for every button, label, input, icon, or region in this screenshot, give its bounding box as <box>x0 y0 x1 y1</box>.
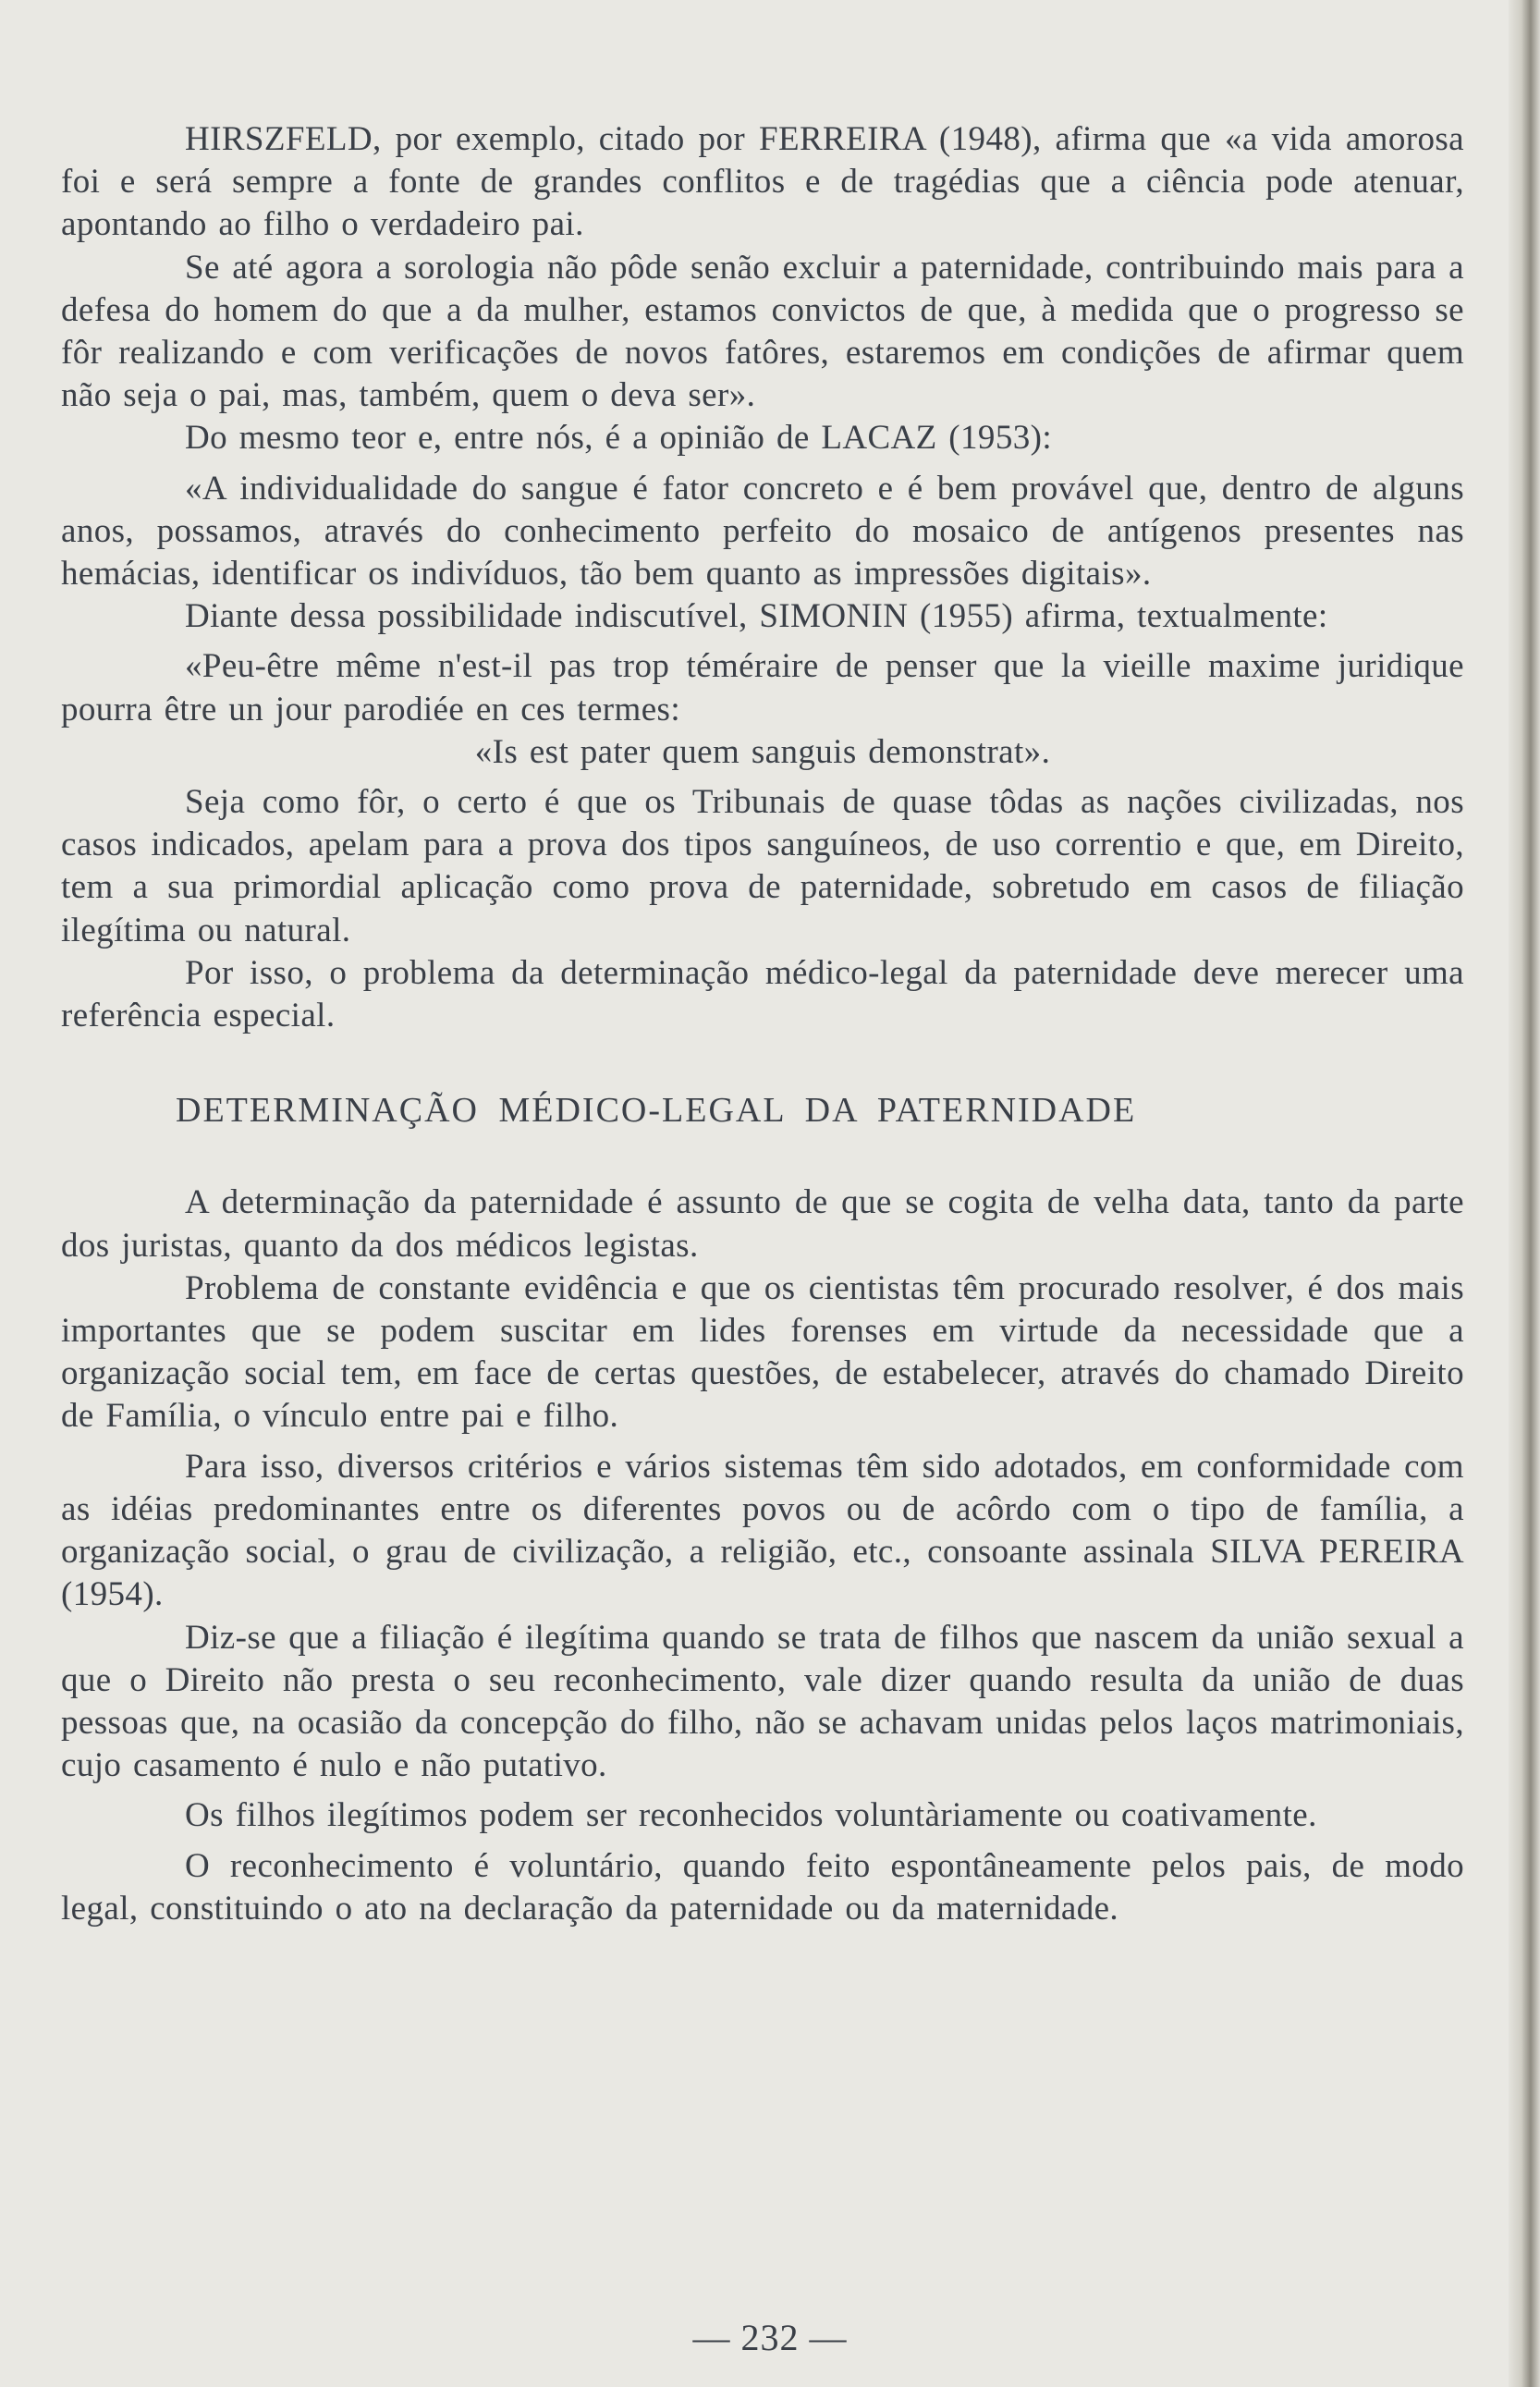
paragraph-por-isso: Por isso, o problema da determinação médico-legal da paternidade deve merecer uma referência especial. <box>61 953 1464 1035</box>
quote-lacaz: «A individualidade do sangue é fator concreto e é bem provável que, dentro de alguns anos, possamos, através do conhecimento perfeito do mosaico de antígenos presentes nas hemácias, identificar os indivíduos, tão bem quanto as impressões digitais». <box>61 469 1464 594</box>
paragraph-filhos-ilegitimos: Os filhos ilegítimos podem ser reconhecidos voluntàriamente ou coativamente. <box>185 1796 1317 1835</box>
paragraph-criterios: Para isso, diversos critérios e vários sistemas têm sido adotados, em conformidade com as idéias predominantes entre os diferentes povos ou de acôrdo com o tipo de família, a organização social, o grau de civilização, a religião, etc., consoante assinala SILVA PEREIRA (1954). <box>61 1447 1464 1614</box>
paragraph-reconhecimento: O reconhecimento é voluntário, quando feito espontâneamente pelos pais, de modo legal, constituindo o ato na declaração da paternidade ou da maternidade. <box>61 1846 1464 1928</box>
page-number: — 232 — <box>692 2317 848 2358</box>
paragraph-filiacao-ilegitima: Diz-se que a filiação é ilegítima quando se trata de filhos que nascem da união sexual a que o Direito não presta o seu reconhecimento, vale dizer quando resulta da união de duas pessoas que, na ocasião da concepção do filho, não se achavam unidas pelos laços matrimoniais, cujo casamento é nulo e não putativo. <box>61 1618 1464 1785</box>
paragraph-simonin-intro: Diante dessa possibilidade indiscutível, SIMONIN (1955) afirma, textualmente: <box>185 597 1328 636</box>
quote-simonin: «Peu-être même n'est-il pas trop téméraire de penser que la vieille maxime juridique pourra être un jour parodiée en ces termes: <box>61 647 1464 728</box>
page-binding-edge <box>1509 0 1540 2387</box>
paragraph-sorologia: Se até agora a sorologia não pôde senão excluir a paternidade, contribuindo mais para a defesa do homem do que a da mulher, estamos convictos de que, à medida que o progresso se fôr realizando e com verificações de novos fatôres, estaremos em condições de afirmar quem não seja o pai, mas, também, quem o deva ser». <box>61 248 1464 415</box>
section-heading: DETERMINAÇÃO MÉDICO-LEGAL DA PATERNIDADE <box>176 1091 1137 1131</box>
paragraph-tribunais: Seja como fôr, o certo é que os Tribunais de quase tôdas as nações civilizadas, nos casos indicados, apelam para a prova dos tipos sanguíneos, de uso correntio e que, em Direito, tem a sua primordial aplicação como prova de paternidade, sobretudo em casos de filiação ilegítima ou natural. <box>61 783 1464 949</box>
paragraph-determinacao: A determinação da paternidade é assunto de que se cogita de velha data, tanto da parte dos juristas, quanto da dos médicos legistas. <box>61 1183 1464 1265</box>
paragraph-lacaz-intro: Do mesmo teor e, entre nós, é a opinião de LACAZ (1953): <box>185 419 1053 458</box>
paragraph-hirszfeld: HIRSZFELD, por exemplo, citado por FERREIRA (1948), afirma que «a vida amorosa foi e será sempre a fonte de grandes conflitos e de tragédias que a ciência pode atenuar, apontando ao filho o verdadeiro pai. <box>61 120 1464 244</box>
page-body <box>61 118 1464 1930</box>
quote-latin-maxim: «Is est pater quem sanguis demonstrat». <box>474 732 1051 771</box>
paragraph-problema: Problema de constante evidência e que os cientistas têm procurado resolver, é dos mais importantes que se podem suscitar em lides forenses em virtude da necessidade que a organização social tem, em face de certas questões, de estabelecer, através do chamado Direito de Família, o vínculo entre pai e filho. <box>61 1268 1464 1436</box>
